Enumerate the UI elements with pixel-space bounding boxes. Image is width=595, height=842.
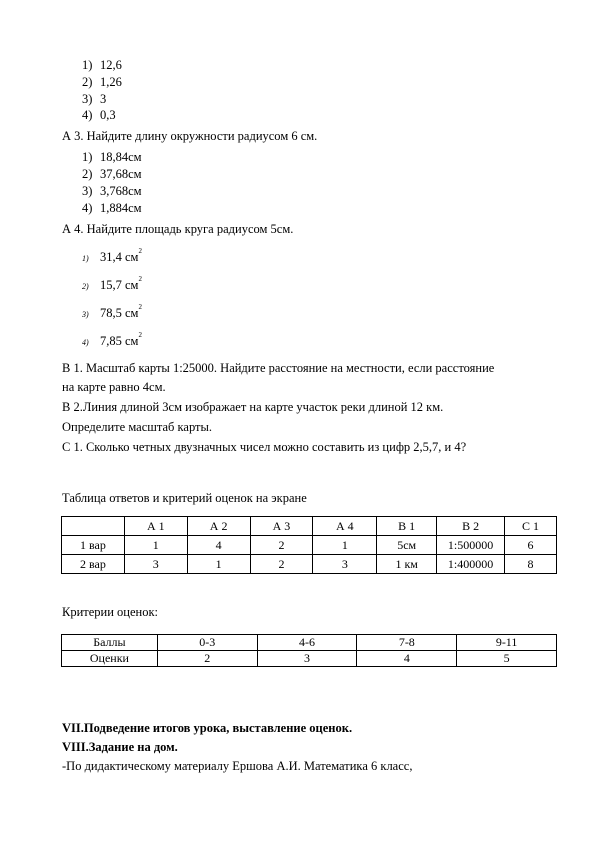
- answers-header-cell: С 1: [505, 517, 557, 536]
- a3-option-4: 4) 1,884см: [82, 201, 142, 215]
- table-cell: 4-6: [257, 635, 357, 651]
- table-row: [62, 651, 557, 667]
- b1-question-line1: В 1. Масштаб карты 1:25000. Найдите расстояние на местности, если расстояние: [62, 361, 495, 375]
- table-cell: 1 вар: [62, 536, 125, 555]
- table-cell: 7-8: [357, 635, 457, 651]
- a4-option-1: 1) 31,4 $см^2$: [82, 247, 142, 264]
- table-cell: 1: [187, 555, 250, 574]
- answers-header-cell: В 2: [437, 517, 505, 536]
- table-cell: 3: [257, 651, 357, 667]
- a4-option-4: 4) 7,85 $см^2$: [82, 331, 142, 348]
- homework-text: -По дидактическому материалу Ершова А.И. Математика 6 класс,: [62, 759, 413, 773]
- table-cell: 1: [313, 536, 377, 555]
- a2-option-4: 4) 0,3: [82, 108, 116, 122]
- table-cell: Оценки: [62, 651, 158, 667]
- answers-header-cell: А 1: [124, 517, 187, 536]
- answers-table: [61, 516, 557, 574]
- table-cell: 5см: [377, 536, 437, 555]
- table-row: [62, 536, 557, 555]
- b2-question-line1: В 2.Линия длиной 3см изображает на карте участок реки длиной 12 км.: [62, 400, 444, 414]
- table-cell: 4: [357, 651, 457, 667]
- a3-option-3: 3) 3,768см: [82, 184, 142, 198]
- b2-question-line2: Определите масштаб карты.: [62, 420, 213, 434]
- a3-option-2: 2) 37,68см: [82, 167, 142, 181]
- table-cell: 3: [124, 555, 187, 574]
- a2-option-3: 3) 3: [82, 92, 107, 106]
- table-cell: 4: [187, 536, 250, 555]
- a4-question: А 4. Найдите площадь круга радиусом 5см.: [62, 222, 294, 236]
- table-cell: 2: [250, 536, 313, 555]
- answers-header-cell: В 1: [377, 517, 437, 536]
- table-cell: 9-11: [457, 635, 557, 651]
- table-cell: 2 вар: [62, 555, 125, 574]
- table-row: [62, 635, 557, 651]
- answers-header-cell: А 4: [313, 517, 377, 536]
- table-row: [62, 555, 557, 574]
- table-cell: 1 км: [377, 555, 437, 574]
- a4-option-2: 2) 15,7 $см^2$: [82, 275, 142, 292]
- table-cell: 1:400000: [437, 555, 505, 574]
- criteria-table: [61, 634, 557, 667]
- table-cell: 5: [457, 651, 557, 667]
- c1-question: С 1. Сколько четных двузначных чисел можно составить из цифр 2,5,7, и 4?: [62, 440, 467, 454]
- a2-option-1: 1) 12,6: [82, 58, 122, 72]
- a4-option-3: 3) 78,5 $см^2$: [82, 303, 142, 320]
- answers-header-cell: А 2: [187, 517, 250, 536]
- answers-header-cell: [62, 517, 125, 536]
- answers-header-cell: А 3: [250, 517, 313, 536]
- answers-table-header-row: [62, 517, 557, 536]
- a3-option-1: 1) 18,84см: [82, 150, 142, 164]
- a2-option-2: 2) 1,26: [82, 75, 122, 89]
- table-cell: 8: [505, 555, 557, 574]
- table-cell: 3: [313, 555, 377, 574]
- criteria-title: Критерии оценок:: [62, 605, 159, 619]
- section-8-heading: VIII.Задание на дом.: [62, 740, 178, 754]
- table-cell: 2: [157, 651, 257, 667]
- table-cell: 6: [505, 536, 557, 555]
- a3-question: А 3. Найдите длину окружности радиусом 6 см.: [62, 129, 318, 143]
- table-cell: Баллы: [62, 635, 158, 651]
- section-7-heading: VII.Подведение итогов урока, выставление оценок.: [62, 721, 353, 735]
- answers-table-title: Таблица ответов и критерий оценок на экране: [62, 491, 307, 505]
- b1-question-line2: на карте равно 4см.: [62, 380, 166, 394]
- table-cell: 1:500000: [437, 536, 505, 555]
- table-cell: 1: [124, 536, 187, 555]
- table-cell: 0-3: [157, 635, 257, 651]
- table-cell: 2: [250, 555, 313, 574]
